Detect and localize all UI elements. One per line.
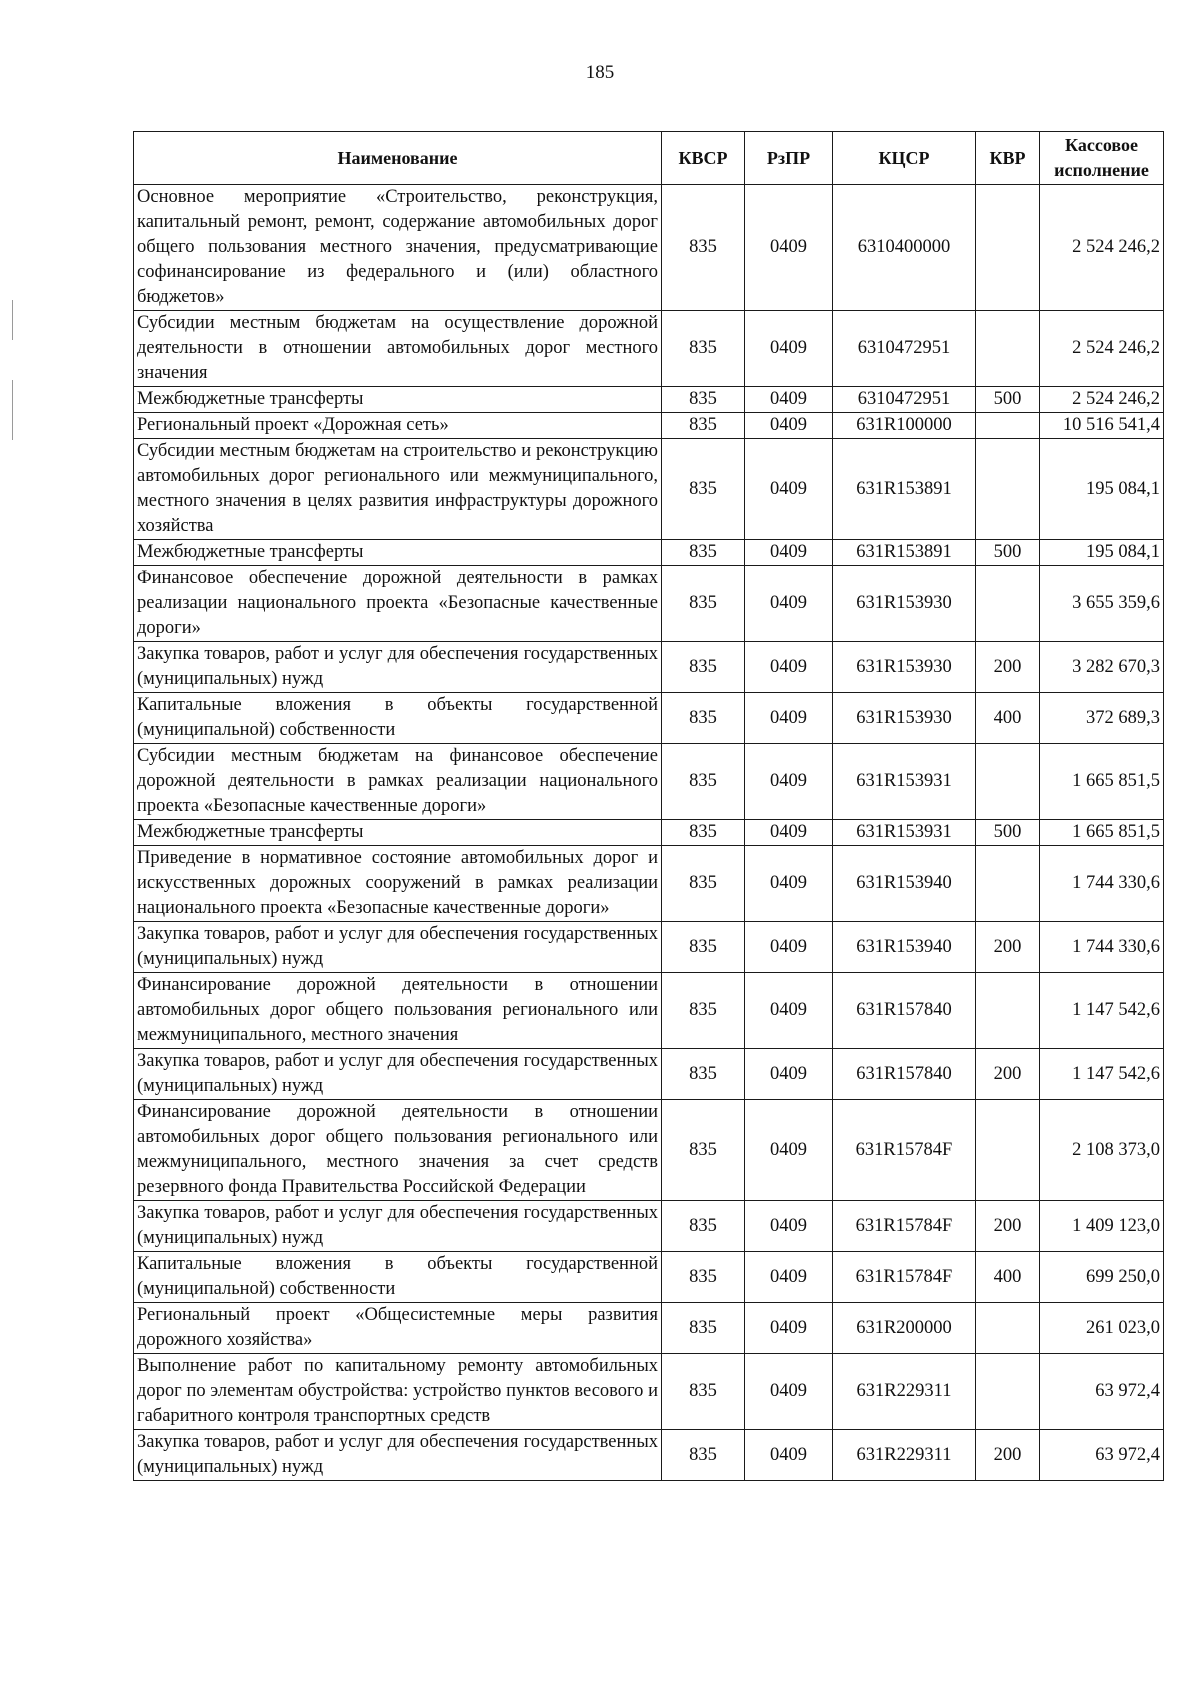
header-name: Наименование (134, 132, 662, 185)
table-body (134, 185, 1164, 1481)
cell-name: Финансирование дорожной деятельности в отношении автомобильных дорог общего пользования регионального или межмуниципального, местного значения за счет средств резервного фонда Правительства Российской Федерации (134, 1100, 662, 1201)
cell-kvsr: 835 (662, 1303, 745, 1354)
cell-amount: 63 972,4 (1040, 1430, 1164, 1481)
cell-kvsr: 835 (662, 693, 745, 744)
table-row (134, 311, 1164, 387)
cell-name: Межбюджетные трансферты (134, 387, 662, 413)
cell-kvsr: 835 (662, 1049, 745, 1100)
cell-kvsr: 835 (662, 846, 745, 922)
table-row (134, 1201, 1164, 1252)
cell-rzpr: 0409 (745, 1049, 833, 1100)
cell-name: Основное мероприятие «Строительство, реконструкция, капитальный ремонт, ремонт, содержание автомобильных дорог общего пользования местного значения, предусматривающие софинансирование из федерального и (или) областного бюджетов» (134, 185, 662, 311)
table-row (134, 1049, 1164, 1100)
cell-rzpr: 0409 (745, 311, 833, 387)
table-row (134, 1354, 1164, 1430)
cell-name: Закупка товаров, работ и услуг для обеспечения государственных (муниципальных) нужд (134, 1201, 662, 1252)
cell-rzpr: 0409 (745, 1303, 833, 1354)
cell-kvsr: 835 (662, 922, 745, 973)
cell-kvr: 200 (976, 1201, 1040, 1252)
cell-rzpr: 0409 (745, 566, 833, 642)
cell-kcsr: 631R229311 (833, 1430, 976, 1481)
cell-kvsr: 835 (662, 413, 745, 439)
scan-artifact (12, 300, 13, 340)
cell-name: Закупка товаров, работ и услуг для обеспечения государственных (муниципальных) нужд (134, 922, 662, 973)
cell-kcsr: 6310400000 (833, 185, 976, 311)
cell-name: Закупка товаров, работ и услуг для обеспечения государственных (муниципальных) нужд (134, 1049, 662, 1100)
cell-kvsr: 835 (662, 311, 745, 387)
table-row (134, 820, 1164, 846)
cell-kvr (976, 439, 1040, 540)
cell-rzpr: 0409 (745, 642, 833, 693)
cell-name: Приведение в нормативное состояние автомобильных дорог и искусственных дорожных сооружений в рамках реализации национального проекта «Безопасные качественные дороги» (134, 846, 662, 922)
cell-amount: 3 282 670,3 (1040, 642, 1164, 693)
cell-rzpr: 0409 (745, 1201, 833, 1252)
table-row (134, 1430, 1164, 1481)
cell-kvsr: 835 (662, 1100, 745, 1201)
cell-name: Субсидии местным бюджетам на осуществление дорожной деятельности в отношении автомобильных дорог местного значения (134, 311, 662, 387)
cell-kcsr: 631R200000 (833, 1303, 976, 1354)
cell-kvr (976, 311, 1040, 387)
cell-amount: 1 744 330,6 (1040, 922, 1164, 973)
cell-name: Финансирование дорожной деятельности в отношении автомобильных дорог общего пользования регионального или межмуниципального, местного значения (134, 973, 662, 1049)
cell-name: Региональный проект «Дорожная сеть» (134, 413, 662, 439)
table-row (134, 973, 1164, 1049)
table-row (134, 922, 1164, 973)
cell-amount: 1 147 542,6 (1040, 1049, 1164, 1100)
cell-name: Капитальные вложения в объекты государственной (муниципальной) собственности (134, 693, 662, 744)
cell-kvr (976, 1303, 1040, 1354)
cell-kvsr: 835 (662, 566, 745, 642)
cell-kvr (976, 973, 1040, 1049)
cell-rzpr: 0409 (745, 413, 833, 439)
cell-kcsr: 6310472951 (833, 311, 976, 387)
cell-kvr: 200 (976, 1049, 1040, 1100)
table-header-row (134, 132, 1164, 185)
cell-name: Закупка товаров, работ и услуг для обеспечения государственных (муниципальных) нужд (134, 1430, 662, 1481)
cell-kvr (976, 1354, 1040, 1430)
cell-kvr: 400 (976, 1252, 1040, 1303)
cell-kvsr: 835 (662, 1430, 745, 1481)
cell-kvr: 400 (976, 693, 1040, 744)
table-row (134, 566, 1164, 642)
table-row (134, 185, 1164, 311)
cell-kcsr: 6310472951 (833, 387, 976, 413)
cell-amount: 1 744 330,6 (1040, 846, 1164, 922)
cell-kvr (976, 413, 1040, 439)
table-row (134, 387, 1164, 413)
cell-amount: 63 972,4 (1040, 1354, 1164, 1430)
cell-kvr: 200 (976, 1430, 1040, 1481)
cell-name: Субсидии местным бюджетам на финансовое обеспечение дорожной деятельности в рамках реализации национального проекта «Безопасные качественные дороги» (134, 744, 662, 820)
header-rzpr: РзПР (745, 132, 833, 185)
cell-amount: 2 108 373,0 (1040, 1100, 1164, 1201)
cell-rzpr: 0409 (745, 973, 833, 1049)
cell-kvsr: 835 (662, 1201, 745, 1252)
cell-amount: 261 023,0 (1040, 1303, 1164, 1354)
cell-kvsr: 835 (662, 540, 745, 566)
cell-kvr: 200 (976, 922, 1040, 973)
cell-kvr (976, 1100, 1040, 1201)
cell-rzpr: 0409 (745, 693, 833, 744)
cell-kvsr: 835 (662, 744, 745, 820)
cell-name: Закупка товаров, работ и услуг для обеспечения государственных (муниципальных) нужд (134, 642, 662, 693)
cell-name: Региональный проект «Общесистемные меры развития дорожного хозяйства» (134, 1303, 662, 1354)
header-execution: Кассовое исполнение (1040, 132, 1164, 185)
cell-kcsr: 631R153940 (833, 846, 976, 922)
cell-kcsr: 631R100000 (833, 413, 976, 439)
cell-kcsr: 631R153940 (833, 922, 976, 973)
cell-amount: 699 250,0 (1040, 1252, 1164, 1303)
cell-amount: 195 084,1 (1040, 439, 1164, 540)
cell-kcsr: 631R153931 (833, 820, 976, 846)
table-row (134, 744, 1164, 820)
cell-amount: 1 147 542,6 (1040, 973, 1164, 1049)
cell-kcsr: 631R153930 (833, 642, 976, 693)
table-row (134, 1303, 1164, 1354)
cell-kvsr: 835 (662, 973, 745, 1049)
table-row (134, 642, 1164, 693)
cell-amount: 372 689,3 (1040, 693, 1164, 744)
cell-kcsr: 631R229311 (833, 1354, 976, 1430)
table-row (134, 413, 1164, 439)
cell-kvsr: 835 (662, 820, 745, 846)
cell-kvsr: 835 (662, 1354, 745, 1430)
cell-kcsr: 631R15784F (833, 1100, 976, 1201)
cell-kvsr: 835 (662, 439, 745, 540)
cell-kcsr: 631R153931 (833, 744, 976, 820)
cell-kcsr: 631R157840 (833, 1049, 976, 1100)
cell-kvsr: 835 (662, 387, 745, 413)
table-row (134, 1252, 1164, 1303)
cell-kcsr: 631R15784F (833, 1201, 976, 1252)
cell-kcsr: 631R153891 (833, 540, 976, 566)
cell-rzpr: 0409 (745, 439, 833, 540)
cell-kvsr: 835 (662, 185, 745, 311)
cell-kvr: 500 (976, 387, 1040, 413)
cell-rzpr: 0409 (745, 185, 833, 311)
cell-rzpr: 0409 (745, 1354, 833, 1430)
cell-name: Выполнение работ по капитальному ремонту автомобильных дорог по элементам обустройства: устройство пунктов весового и габаритного контроля транспортных средств (134, 1354, 662, 1430)
cell-name: Межбюджетные трансферты (134, 820, 662, 846)
cell-name: Межбюджетные трансферты (134, 540, 662, 566)
cell-rzpr: 0409 (745, 387, 833, 413)
cell-rzpr: 0409 (745, 540, 833, 566)
cell-rzpr: 0409 (745, 846, 833, 922)
cell-amount: 2 524 246,2 (1040, 185, 1164, 311)
cell-kvr (976, 566, 1040, 642)
cell-rzpr: 0409 (745, 744, 833, 820)
cell-kcsr: 631R153930 (833, 566, 976, 642)
cell-rzpr: 0409 (745, 1430, 833, 1481)
cell-kvsr: 835 (662, 642, 745, 693)
cell-kvr (976, 185, 1040, 311)
cell-amount: 1 665 851,5 (1040, 744, 1164, 820)
header-kvr: КВР (976, 132, 1040, 185)
header-kcsr: КЦСР (833, 132, 976, 185)
table-row (134, 693, 1164, 744)
cell-amount: 195 084,1 (1040, 540, 1164, 566)
cell-name: Капитальные вложения в объекты государственной (муниципальной) собственности (134, 1252, 662, 1303)
cell-rzpr: 0409 (745, 922, 833, 973)
cell-name: Финансовое обеспечение дорожной деятельности в рамках реализации национального проекта «Безопасные качественные дороги» (134, 566, 662, 642)
table-row (134, 439, 1164, 540)
table-row (134, 1100, 1164, 1201)
header-kvsr: КВСР (662, 132, 745, 185)
cell-amount: 1 409 123,0 (1040, 1201, 1164, 1252)
cell-kvsr: 835 (662, 1252, 745, 1303)
cell-kvr (976, 846, 1040, 922)
cell-amount: 2 524 246,2 (1040, 387, 1164, 413)
cell-amount: 10 516 541,4 (1040, 413, 1164, 439)
scan-artifact (12, 380, 13, 440)
table-row (134, 846, 1164, 922)
cell-kcsr: 631R153891 (833, 439, 976, 540)
cell-kcsr: 631R153930 (833, 693, 976, 744)
cell-rzpr: 0409 (745, 1100, 833, 1201)
cell-kvr (976, 744, 1040, 820)
cell-kvr: 200 (976, 642, 1040, 693)
cell-amount: 1 665 851,5 (1040, 820, 1164, 846)
cell-rzpr: 0409 (745, 1252, 833, 1303)
cell-kcsr: 631R15784F (833, 1252, 976, 1303)
cell-kvr: 500 (976, 540, 1040, 566)
table-row (134, 540, 1164, 566)
cell-rzpr: 0409 (745, 820, 833, 846)
cell-kcsr: 631R157840 (833, 973, 976, 1049)
cell-amount: 2 524 246,2 (1040, 311, 1164, 387)
cell-amount: 3 655 359,6 (1040, 566, 1164, 642)
cell-name: Субсидии местным бюджетам на строительство и реконструкцию автомобильных дорог регионального или межмуниципального, местного значения в целях развития инфраструктуры дорожного хозяйства (134, 439, 662, 540)
budget-table (133, 131, 1164, 1481)
cell-kvr: 500 (976, 820, 1040, 846)
page-number: 185 (585, 62, 615, 83)
